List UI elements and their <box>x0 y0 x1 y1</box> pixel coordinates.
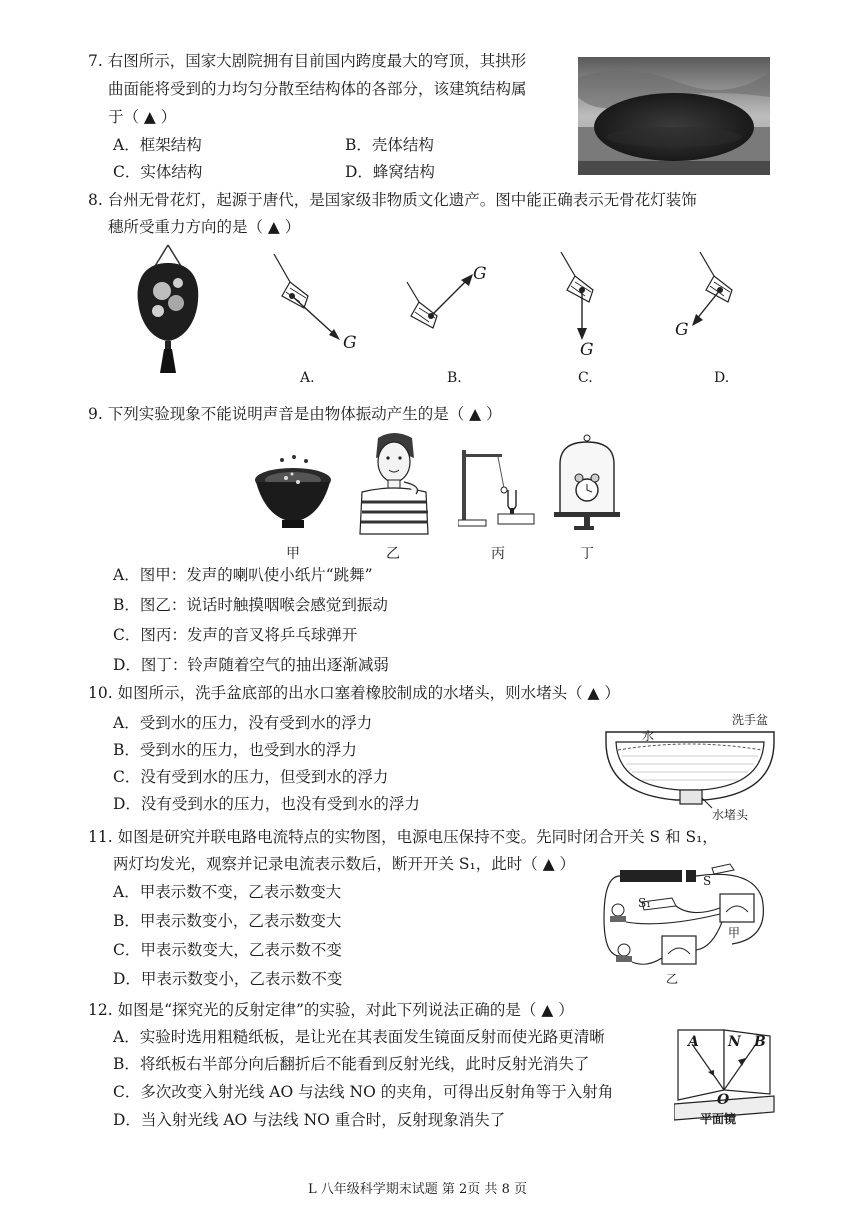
q11-option-d: D．甲表示数变小，乙表示数不变 <box>113 970 343 988</box>
q9-option-d: D．图丁：铃声随着空气的抽出逐渐减弱 <box>113 656 389 674</box>
figure-bing-caption: 丙 <box>491 546 505 562</box>
q9-option-b: B．图乙：说话时触摸咽喉会感觉到振动 <box>113 596 388 614</box>
q12-option-a: A．实验时选用粗糙纸板，是让光在其表面发生镜面反射而使光路更清晰 <box>113 1028 605 1046</box>
label-plane-mirror: 平面镜 <box>700 1112 737 1126</box>
option-a-caption: A. <box>300 370 315 386</box>
q11-option-c: C．甲表示数变大，乙表示数不变 <box>113 941 342 959</box>
label-basin: 洗手盆 <box>732 713 769 727</box>
figure-jia-caption: 甲 <box>286 546 300 562</box>
q7-stem-line-2: 曲面能将受到的力均匀分散至结构体的各部分，该建筑结构属 <box>108 80 527 98</box>
q11-stem-line-2: 两灯均发光，观察并记录电流表示数后，断开开关 S₁，此时（ ▲ ） <box>113 855 576 873</box>
q11-option-b: B．甲表示数变小，乙表示数变大 <box>113 912 342 930</box>
tuning-fork-image <box>458 448 538 532</box>
q11-option-a: A．甲表示数不变，乙表示数变大 <box>113 883 342 901</box>
q8-stem-line-2: 穗所受重力方向的是（ ▲ ） <box>108 218 301 236</box>
q11-stem-line-1: 11. 如图是研究并联电路电流特点的实物图，电源电压保持不变。先同时闭合开关 S 和 S₁， <box>88 828 718 846</box>
figure-ding-caption: 丁 <box>580 546 594 562</box>
q10-option-d: D．没有受到水的压力，也没有受到水的浮力 <box>113 795 420 813</box>
q12-option-d: D．当入射光线 AO 与法线 NO 重合时，反射现象消失了 <box>113 1111 506 1129</box>
option-d-diagram <box>690 250 750 334</box>
q7-stem-line-1: 7. 右图所示，国家大剧院拥有目前国内跨度最大的穹顶，其拱形 <box>88 52 527 70</box>
q8-stem-line-1: 8. 台州无骨花灯，起源于唐代，是国家级非物质文化遗产。图中能正确表示无骨花灯装饰 <box>88 191 697 209</box>
force-label-c: G <box>580 340 594 360</box>
q12-stem-line-1: 12. 如图是“探究光的反射定律”的实验，对此下列说法正确的是（ ▲ ） <box>88 1001 574 1019</box>
q10-option-c: C．没有受到水的压力，但受到水的浮力 <box>113 768 389 786</box>
q10-option-b: B．受到水的压力，也受到水的浮力 <box>113 741 357 759</box>
label-switch-s: S <box>703 874 712 888</box>
speaker-image <box>252 452 334 532</box>
option-b-caption: B. <box>447 370 462 386</box>
option-c-diagram <box>555 250 615 342</box>
q7-stem-line-3: 于（ ▲ ） <box>108 108 177 126</box>
option-c-caption: C. <box>578 370 593 386</box>
force-label-a: G <box>343 333 357 353</box>
force-label-b: G <box>473 264 487 284</box>
boy-touching-throat-image <box>356 430 432 538</box>
q9-option-a: A．图甲：发声的喇叭使小纸片“跳舞” <box>113 566 373 584</box>
label-plug: 水堵头 <box>712 808 749 822</box>
page-footer: L 八年级科学期末试题 第 2页 共 8 页 <box>308 1182 527 1197</box>
label-point-a: A <box>688 1034 699 1050</box>
q12-option-b: B．将纸板右半部分向后翻折后不能看到反射光线，此时反射光消失了 <box>113 1055 590 1073</box>
parallel-circuit-diagram <box>602 858 772 984</box>
label-point-b: B <box>754 1034 766 1050</box>
q7-option-a: A．框架结构 <box>113 136 202 154</box>
label-point-n: N <box>728 1034 741 1050</box>
q7-option-d: D．蜂窝结构 <box>345 163 435 181</box>
bell-jar-image <box>552 434 622 538</box>
label-water: 水 <box>642 729 655 743</box>
q9-option-c: C．图丙：发声的音叉将乒乓球弹开 <box>113 626 358 644</box>
national-grand-theatre-photo <box>578 57 770 175</box>
option-d-caption: D. <box>714 370 730 386</box>
label-ammeter-jia: 甲 <box>728 926 741 940</box>
lantern-image <box>132 243 204 375</box>
label-point-o: O <box>717 1092 730 1108</box>
q12-option-c: C．多次改变入射光线 AO 与法线 NO 的夹角，可得出反射角等于入射角 <box>113 1083 614 1101</box>
q7-option-c: C．实体结构 <box>113 163 203 181</box>
q9-stem-line-1: 9. 下列实验现象不能说明声音是由物体振动产生的是（ ▲ ） <box>88 405 502 423</box>
wash-basin-diagram <box>604 724 776 824</box>
q10-stem-line-1: 10. 如图所示，洗手盆底部的出水口塞着橡胶制成的水堵头，则水堵头（ ▲ ） <box>88 684 620 702</box>
q7-option-b: B．壳体结构 <box>345 136 434 154</box>
label-switch-s1: S₁ <box>638 896 652 910</box>
force-label-d: G <box>675 320 689 340</box>
q10-option-a: A．受到水的压力，没有受到水的浮力 <box>113 714 373 732</box>
label-ammeter-yi: 乙 <box>666 972 679 986</box>
figure-yi-caption: 乙 <box>386 546 400 562</box>
